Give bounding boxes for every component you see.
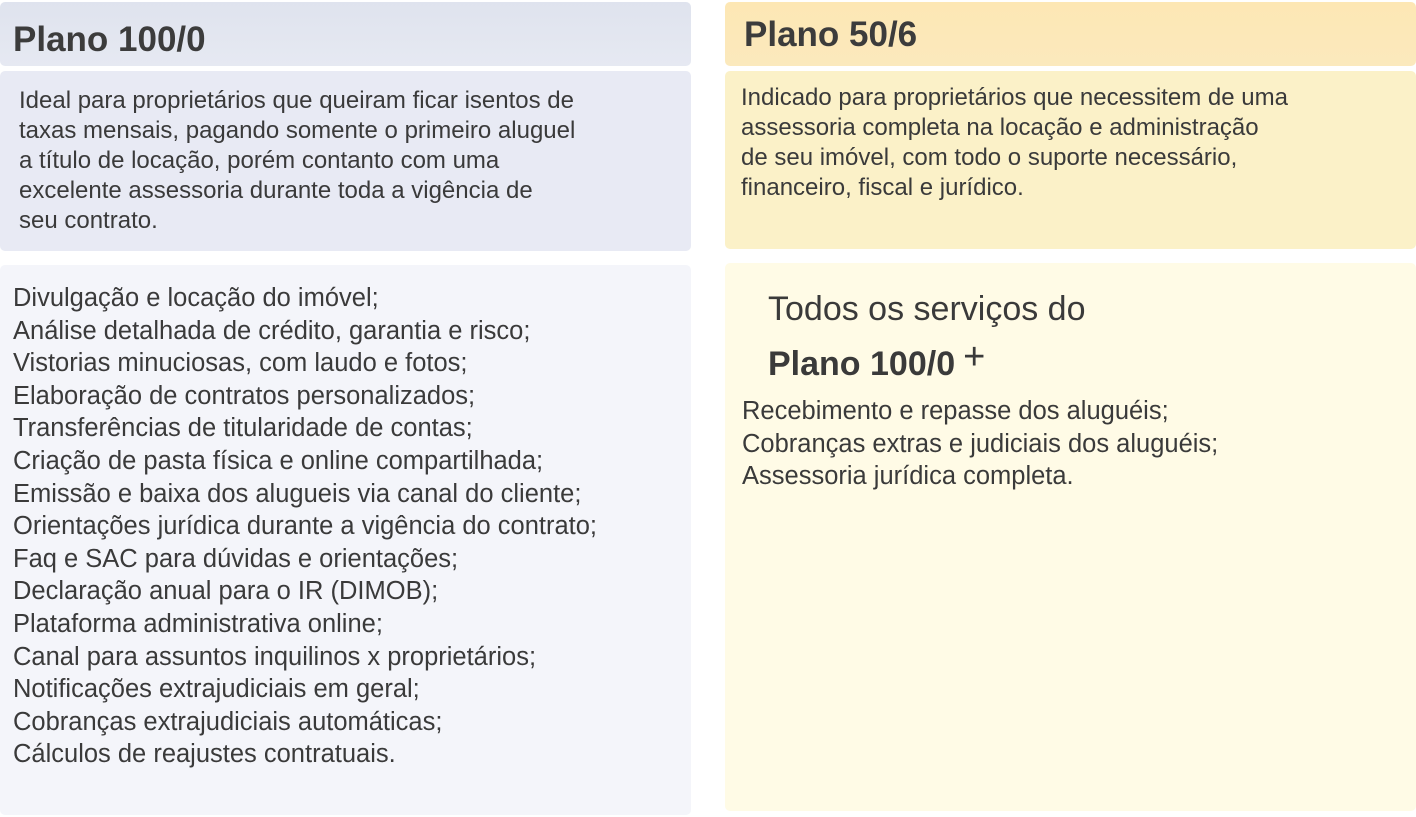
description-line: de seu imóvel, com todo o suporte necessário, <box>741 144 1238 171</box>
plan-50-6-description-box <box>725 71 1416 249</box>
service-item: Elaboração de contratos personalizados; <box>13 381 476 410</box>
service-item: Emissão e baixa dos alugueis via canal do cliente; <box>13 479 582 508</box>
description-line: seu contrato. <box>19 207 158 234</box>
description-line: excelente assessoria durante toda a vigência de <box>19 177 533 204</box>
plan-100-0-header <box>0 2 691 66</box>
plan-50-6-description <box>741 83 1401 203</box>
plan-50-6-services-list <box>742 395 1218 493</box>
plan-50-6-services-box <box>725 263 1416 811</box>
description-line: a título de locação, porém contanto com uma <box>19 147 500 174</box>
service-item: Divulgação e locação do imóvel; <box>13 284 379 312</box>
included-plan-name: Plano 100/0 <box>768 345 956 383</box>
service-item: Orientações jurídica durante a vigência do contrato; <box>13 512 598 541</box>
service-item: Cálculos de reajustes contratuais. <box>13 740 396 769</box>
plan-100-0-services-list <box>13 282 597 771</box>
plan-100-0-title: Plano 100/0 <box>13 20 206 59</box>
plan-100-0-description <box>19 86 679 236</box>
service-item: Criação de pasta física e online compartilhada; <box>13 446 544 475</box>
service-item: Faq e SAC para dúvidas e orientações; <box>13 544 459 573</box>
service-item: Declaração anual para o IR (DIMOB); <box>13 577 439 606</box>
service-item: Canal para assuntos inquilinos x proprietários; <box>13 642 537 671</box>
description-line: assessoria completa na locação e administração <box>741 114 1259 141</box>
description-line: financeiro, fiscal e jurídico. <box>741 174 1024 201</box>
plus-icon: + <box>963 336 986 378</box>
service-item: Assessoria jurídica completa. <box>742 462 1074 491</box>
description-line: taxas mensais, pagando somente o primeiro aluguel <box>19 117 576 144</box>
service-item: Notificações extrajudiciais em geral; <box>13 675 420 704</box>
service-item: Recebimento e repasse dos aluguéis; <box>742 397 1169 425</box>
service-item: Plataforma administrativa online; <box>13 609 383 638</box>
all-services-line: Todos os serviços do <box>768 290 1086 328</box>
plan-50-6-header <box>725 2 1416 66</box>
plan-100-0-services-box <box>0 265 691 815</box>
all-services-plan-line <box>768 336 1086 388</box>
plan-100-0-description-box <box>0 71 691 251</box>
service-item: Cobranças extras e judiciais dos aluguéis; <box>742 429 1219 458</box>
service-item: Cobranças extrajudiciais automáticas; <box>13 707 443 736</box>
service-item: Análise detalhada de crédito, garantia e risco; <box>13 316 531 345</box>
service-item: Transferências de titularidade de contas; <box>13 414 473 443</box>
description-line: Indicado para proprietários que necessitem de uma <box>741 84 1288 111</box>
plan-50-6-title: Plano 50/6 <box>744 15 918 54</box>
service-item: Vistorias minuciosas, com laudo e fotos; <box>13 349 468 378</box>
description-line: Ideal para proprietários que queiram ficar isentos de <box>19 87 574 114</box>
all-services-heading <box>768 285 1086 388</box>
